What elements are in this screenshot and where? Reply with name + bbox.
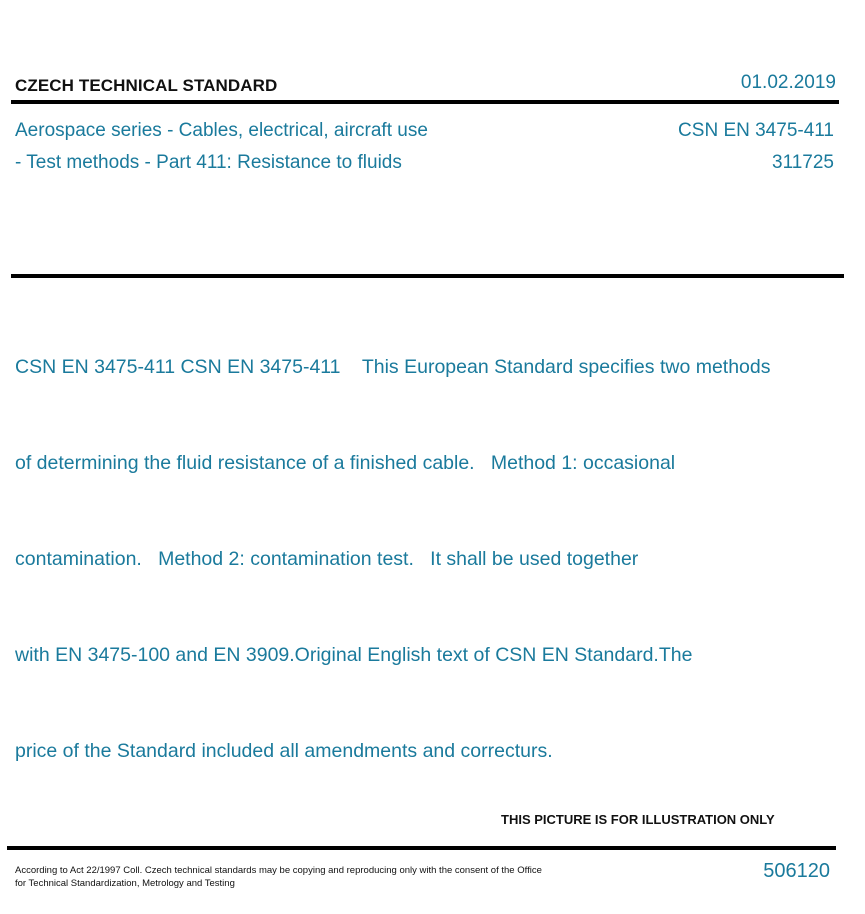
copyright-notice-line-1: According to Act 22/1997 Coll. Czech technical standards may be copying and reproducing only with the consent of the Office: [15, 865, 542, 876]
standard-identifiers: [678, 115, 834, 179]
footer-divider: [7, 846, 836, 850]
copyright-notice: [15, 864, 575, 890]
document-type-heading: CZECH TECHNICAL STANDARD: [15, 76, 278, 95]
publication-date: 01.02.2019: [740, 72, 836, 93]
abstract-line: with EN 3475-100 and EN 3909.Original English text of CSN EN Standard.The: [15, 644, 693, 666]
abstract-line: contamination. Method 2: contamination test. It shall be used together: [15, 548, 639, 570]
title-divider: [11, 274, 844, 278]
abstract-line: CSN EN 3475-411 CSN EN 3475-411 This European Standard specifies two methods: [15, 356, 771, 378]
abstract-line: price of the Standard included all amendments and correcturs.: [15, 740, 553, 762]
header-divider: [11, 100, 839, 104]
abstract-line: of determining the fluid resistance of a finished cable. Method 1: occasional: [15, 452, 676, 474]
classification-number: 311725: [772, 152, 834, 173]
illustration-disclaimer: THIS PICTURE IS FOR ILLUSTRATION ONLY: [501, 812, 775, 827]
standard-code: CSN EN 3475-411: [678, 120, 834, 141]
copyright-notice-line-2: for Technical Standardization, Metrology and Testing: [15, 878, 235, 889]
standard-title-line-1: Aerospace series - Cables, electrical, aircraft use: [15, 120, 428, 141]
abstract-text: [15, 287, 855, 831]
catalog-number: 506120: [763, 860, 830, 882]
standard-title: [15, 115, 535, 179]
standard-title-line-2: - Test methods - Part 411: Resistance to fluids: [15, 152, 402, 173]
